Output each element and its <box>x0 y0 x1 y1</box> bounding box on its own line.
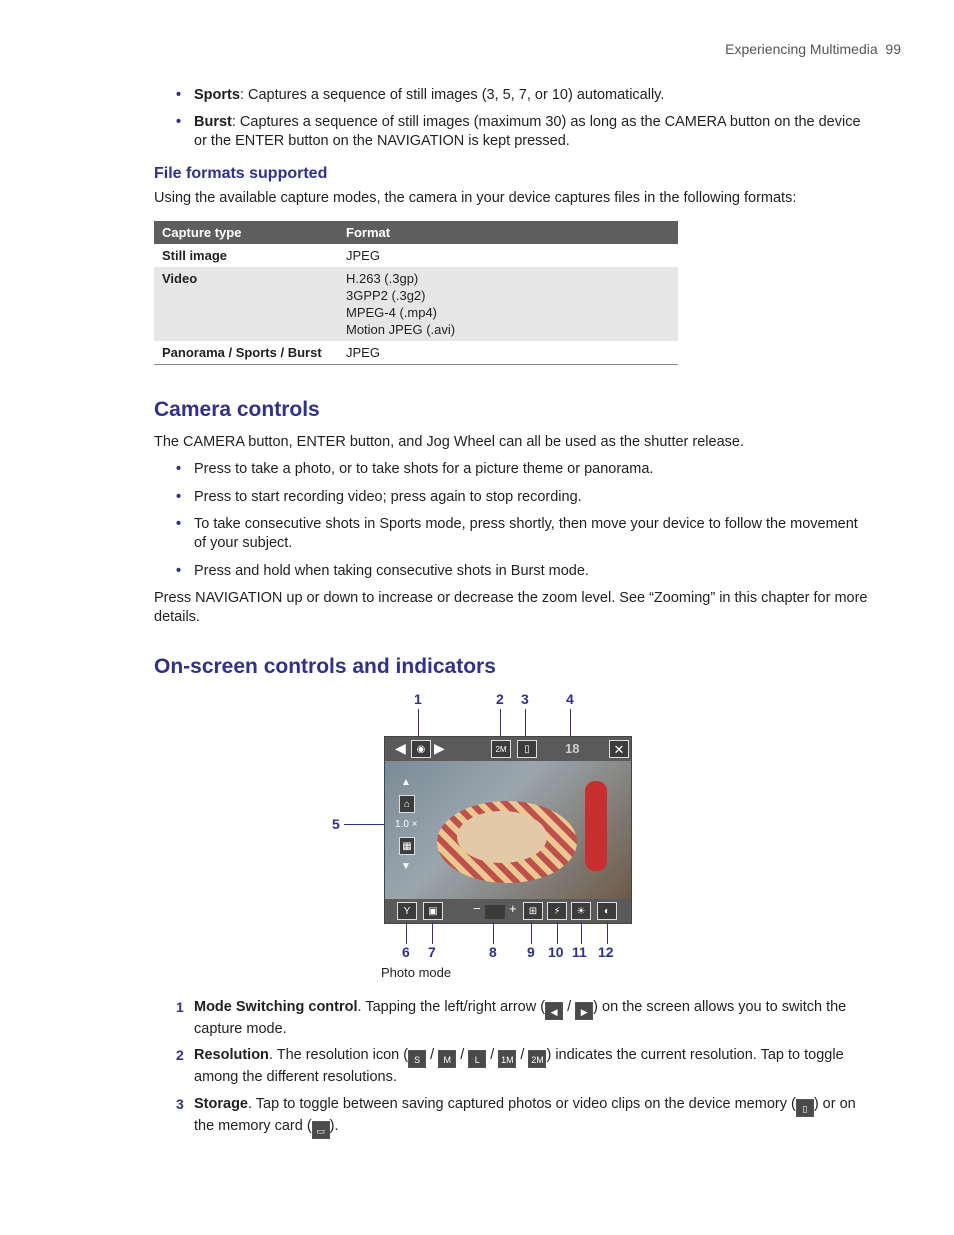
bullet-dot: • <box>176 461 182 477</box>
callout-line <box>418 709 419 738</box>
camera-controls-intro: The CAMERA button, ENTER button, and Jog Wheel can all be used as the shutter release. <box>154 434 744 450</box>
zoom-down-icon[interactable]: ▼ <box>401 861 411 872</box>
callout-line <box>557 922 558 944</box>
white-balance-icon[interactable]: ☀ <box>571 902 591 920</box>
cat <box>457 811 547 863</box>
bullet-text: Press to start recording video; press again to stop recording. <box>194 489 582 505</box>
zoom-level: 1.0 × <box>395 819 418 830</box>
bullet-term: Burst <box>194 114 232 130</box>
callout-number: 10 <box>548 944 564 960</box>
bullet-text: To take consecutive shots in Sports mode, press shortly, then move your device to follow the movement of your subject. <box>194 516 858 551</box>
device-memory-icon: ▯ <box>796 1099 814 1117</box>
table-header-cell: Format <box>338 221 678 244</box>
zoom-icon[interactable]: ⌂ <box>399 795 415 813</box>
capture-type-cell: Panorama / Sports / Burst <box>154 341 338 365</box>
bullet-dot: • <box>176 489 182 505</box>
header-section: Experiencing Multimedia <box>725 41 878 57</box>
format-cell <box>338 267 678 341</box>
table-header-row <box>154 221 678 244</box>
desc-text: . Tap to toggle between saving captured photos or video clips on the device memory ( <box>248 1096 796 1112</box>
bullet-dot: • <box>176 516 182 532</box>
callout-line <box>432 922 433 944</box>
viewfinder-photo <box>385 761 631 899</box>
desc-text: . Tapping the left/right arrow ( <box>357 999 546 1015</box>
desc-text: ) or on the memory card ( <box>194 1096 856 1134</box>
callout-line <box>570 709 571 738</box>
resolution-l-icon: L <box>468 1050 486 1068</box>
arrow-right-icon: ▶ <box>575 1002 593 1020</box>
format-line: MPEG-4 (.mp4) <box>346 305 438 320</box>
desc-text: . The resolution icon ( <box>268 1047 409 1063</box>
callout-number: 12 <box>598 944 614 960</box>
zoom-note: Press NAVIGATION up or down to increase or decrease the zoom level. See “Zooming” in this chapter for more details. <box>154 590 868 625</box>
camera-bottom-bar <box>385 899 631 923</box>
desc-num: 2 <box>176 1047 184 1063</box>
camera-top-bar <box>385 737 631 761</box>
callout-number: 4 <box>566 691 574 707</box>
callout-line <box>493 922 494 944</box>
desc-num: 3 <box>176 1096 184 1112</box>
callout-number: 2 <box>496 691 504 707</box>
figure-caption: Photo mode <box>381 965 452 980</box>
format-cell: JPEG <box>346 248 380 263</box>
brightness-bar[interactable] <box>485 905 505 919</box>
bullet-dot: • <box>176 563 182 579</box>
camera-controls-heading: Camera controls <box>154 398 320 421</box>
desc-resolution: Resolution. The resolution icon ( S / M / L / 1M / 2M ) indicates the current resolution. Tap to toggle among the different resolutions. <box>194 1047 844 1085</box>
callout-line <box>406 922 407 944</box>
self-timer-icon[interactable]: ⊞ <box>523 902 543 920</box>
format-line: Motion JPEG (.avi) <box>346 322 456 337</box>
desc-num: 1 <box>176 999 184 1015</box>
resolution-2m-icon: 2M <box>528 1050 546 1068</box>
page-number: 99 <box>885 41 901 57</box>
desc-text: ) indicates the current resolution. Tap to toggle among the different resolutions. <box>194 1047 844 1085</box>
resolution-s-icon: S <box>408 1050 426 1068</box>
album-icon[interactable]: ▣ <box>423 902 443 920</box>
callout-line <box>581 922 582 944</box>
arrow-right-icon[interactable]: ▶ <box>434 740 445 756</box>
desc-text: ). <box>329 1118 339 1134</box>
bullet-dot: • <box>176 114 182 130</box>
bullet-text: : Captures a sequence of still images (maximum 30) as long as the CAMERA button on the device or the ENTER button on the NAVIGATION is kept pressed. <box>194 114 861 149</box>
plus-icon[interactable]: + <box>509 901 517 916</box>
callout-number: 6 <box>402 944 410 960</box>
callout-number: 9 <box>527 944 535 960</box>
table-row <box>154 341 678 365</box>
bullet-text: : Captures a sequence of still images (3, 5, 7, or 10) automatically. <box>239 87 665 103</box>
desc-term: Mode Switching control <box>194 999 358 1015</box>
desc-number <box>176 1095 184 1115</box>
camera-screen <box>384 736 632 924</box>
callout-line <box>607 922 608 944</box>
callout-line <box>525 709 526 738</box>
format-cell: JPEG <box>338 341 678 365</box>
formats-table <box>154 221 678 365</box>
desc-text: / <box>563 999 576 1015</box>
desc-term: Resolution <box>194 1047 269 1063</box>
file-formats-intro: Using the available capture modes, the camera in your device captures files in the following formats: <box>154 190 797 206</box>
desc-term: Storage <box>194 1096 248 1112</box>
resolution-1m-icon: 1M <box>498 1050 516 1068</box>
bullet-term: Sports <box>194 87 240 103</box>
red-post <box>585 781 607 871</box>
format-line: 3GPP2 (.3g2) <box>346 288 426 303</box>
callout-line <box>500 709 501 738</box>
desc-number <box>176 998 184 1018</box>
table-header-cell: Capture type <box>154 221 338 244</box>
bullet-text: Press to take a photo, or to take shots for a picture theme or panorama. <box>194 461 654 477</box>
callout-number: 8 <box>489 944 497 960</box>
flash-icon[interactable]: ⚡ <box>547 902 567 920</box>
close-icon[interactable]: ✕ <box>609 740 629 758</box>
menu-icon[interactable]: Y <box>397 902 417 920</box>
table-row <box>154 244 678 267</box>
file-formats-heading: File formats supported <box>154 165 328 182</box>
callout-line <box>531 922 532 944</box>
bullet-dot: • <box>176 87 182 103</box>
bullet-text: Press and hold when taking consecutive shots in Burst mode. <box>194 563 589 579</box>
callout-number: 11 <box>572 944 587 960</box>
capture-type-cell: Video <box>154 267 338 341</box>
callout-number: 5 <box>332 816 340 832</box>
desc-storage <box>194 1095 866 1139</box>
desc-text: ) on the screen allows you to switch the capture mode. <box>194 999 847 1037</box>
callout-number: 7 <box>428 944 436 960</box>
callout-number: 3 <box>521 691 529 707</box>
resolution-icon[interactable]: 2M <box>491 740 511 758</box>
capture-type-cell: Still image <box>162 248 228 263</box>
shots-remaining: 18 <box>565 741 580 756</box>
format-line: H.263 (.3gp) <box>346 271 419 286</box>
page-header <box>725 41 901 57</box>
ambience-icon[interactable]: ◐ <box>597 902 617 920</box>
storage-icon[interactable]: ▯ <box>517 740 537 758</box>
resolution-m-icon: M <box>438 1050 456 1068</box>
desc-mode-switching <box>194 998 866 1039</box>
arrow-left-icon: ◀ <box>545 1002 563 1020</box>
table-row <box>154 267 678 341</box>
minus-icon[interactable]: − <box>473 901 481 916</box>
callout-number: 1 <box>414 691 422 707</box>
camera-mode-icon[interactable]: ◉ <box>411 740 431 758</box>
zoom-sidebar <box>391 777 417 877</box>
desc-number <box>176 1046 184 1066</box>
onscreen-heading: On-screen controls and indicators <box>154 655 496 678</box>
memory-card-icon: ▭ <box>312 1121 330 1139</box>
arrow-left-icon[interactable]: ◀ <box>395 740 406 756</box>
zoom-up-icon[interactable]: ▲ <box>401 777 411 788</box>
film-icon[interactable]: ▦ <box>399 837 415 855</box>
